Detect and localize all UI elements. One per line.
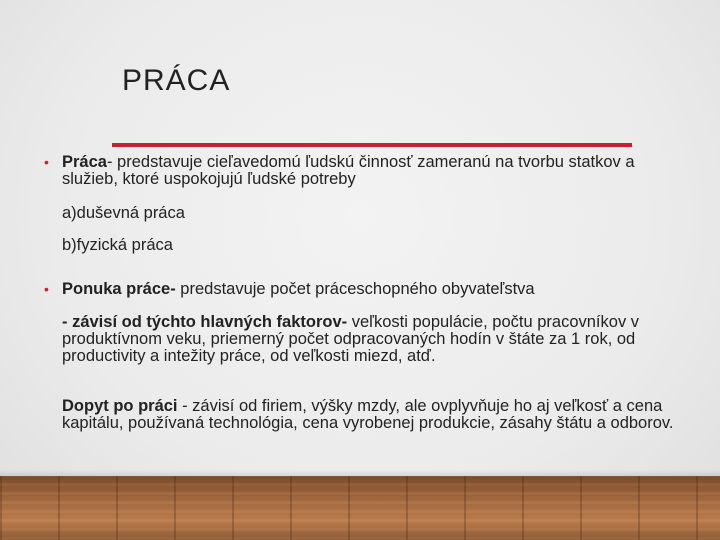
term-dopyt: Dopyt po práci <box>62 397 178 415</box>
term-faktory: - závisí od týchto hlavných faktorov- <box>62 313 348 331</box>
term-ponuka: Ponuka práce- <box>62 280 176 298</box>
definition-ponuka: predstavuje počet práceschopného obyvateľstva <box>175 280 535 298</box>
term-praca: Práca <box>62 153 107 171</box>
definition-faktory: veľkosti populácie, počtu pracovníkov v produktívnom veku, priemerný počet odpracovaných hodín v štáte za 1 rok, od productivity a intežity práce, od veľkosti miezd, atď. <box>62 313 640 365</box>
paragraph-ponuka <box>62 281 682 298</box>
paragraph-faktory <box>62 314 682 365</box>
paragraph-praca <box>62 154 682 188</box>
bullet-1: • <box>44 154 49 170</box>
title-underline <box>112 143 632 147</box>
definition-dopyt: - závisí od firiem, výšky mzdy, ale ovplyvňuje ho aj veľkosť a cena kapitálu, používaná technológia, cena vyrobenej produkcie, zásahy štátu a odborov. <box>62 397 674 432</box>
definition-praca: - predstavuje cieľavedomú ľudskú činnosť zameranú na tvorbu statkov a služieb, ktoré uspokojujú ľudské potreby <box>62 153 635 188</box>
slide-title: PRÁCA <box>122 64 231 97</box>
list-item-dusevna: a)duševná práca <box>62 204 185 222</box>
wooden-floor-decoration <box>0 476 720 540</box>
bullet-2: • <box>44 281 49 297</box>
paragraph-dopyt <box>62 398 682 432</box>
list-item-fyzicka: b)fyzická práca <box>62 236 173 254</box>
